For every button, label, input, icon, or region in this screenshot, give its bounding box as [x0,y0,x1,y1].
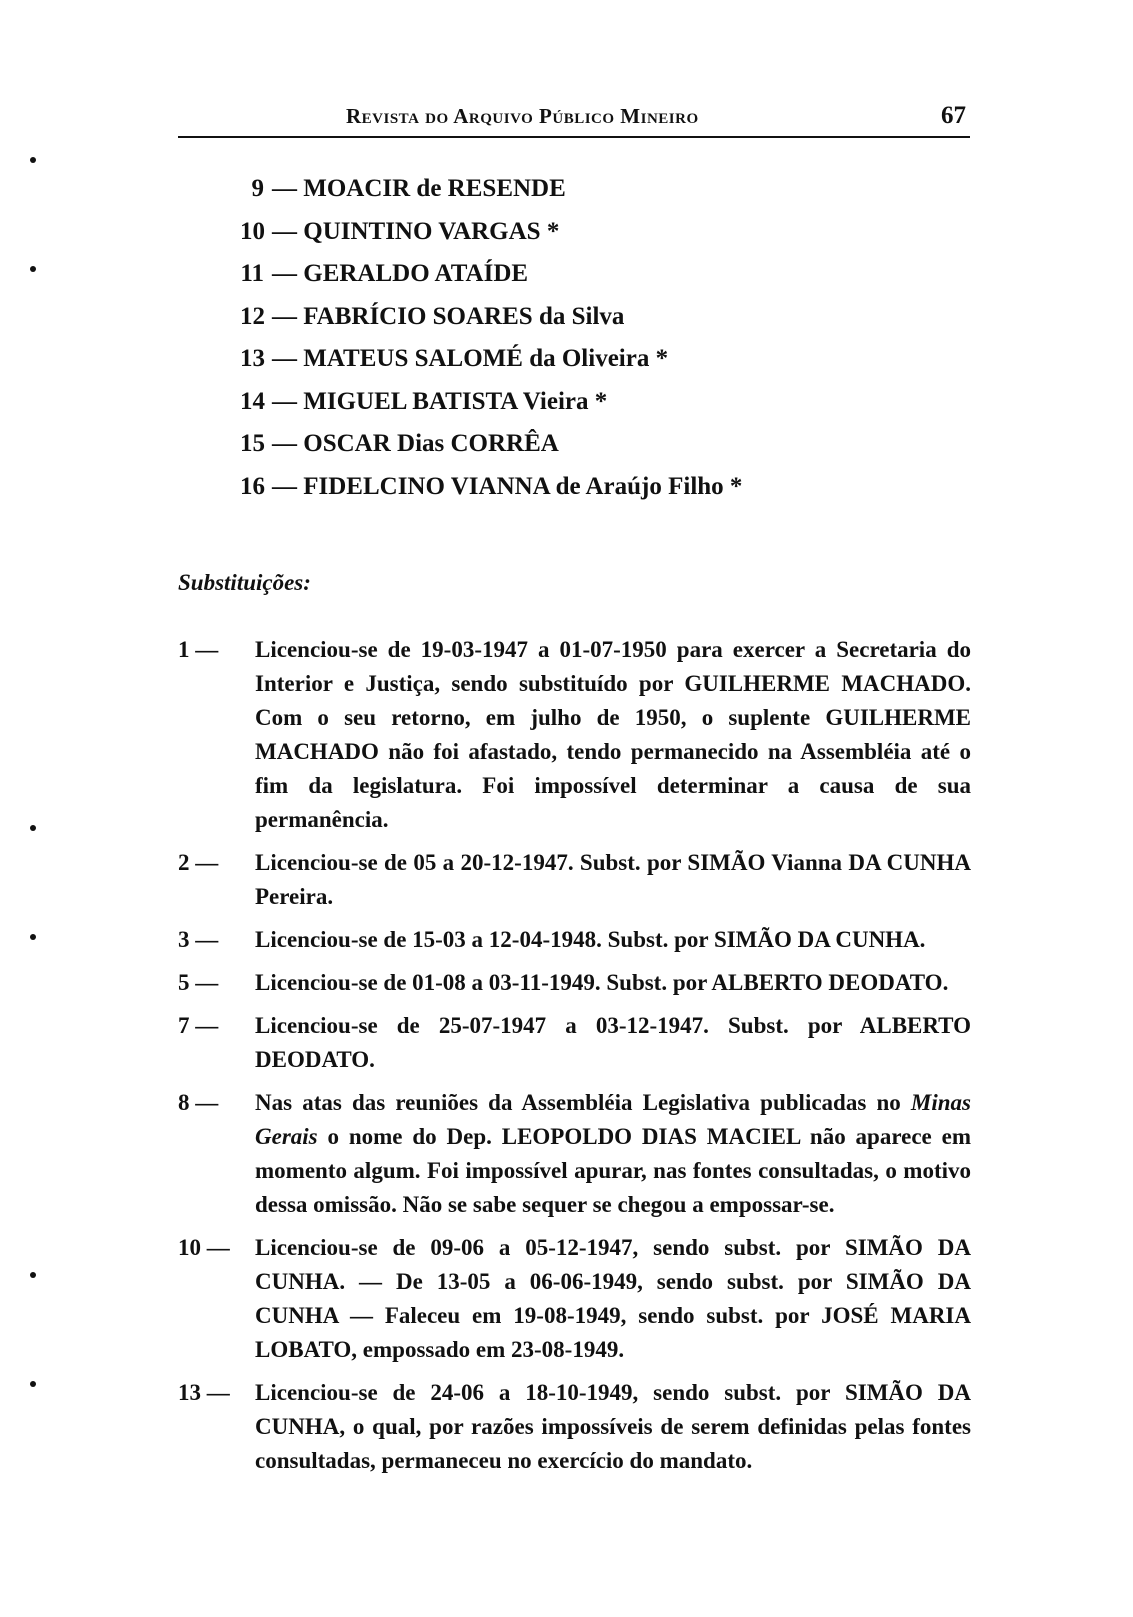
note-item [178,633,971,837]
item-text: — GERALDO ATAÍDE [272,260,529,287]
note-number: 10 — [178,1235,230,1260]
note-number: 3 — [178,927,219,952]
item-text: — MIGUEL BATISTA Vieira * [272,387,608,415]
note-item [178,1376,971,1478]
binder-hole-mark [30,934,36,940]
item-text: — MOACIR de RESENDE [272,175,566,202]
item-text: — MATEUS SALOMÉ da Oliveira * [272,345,669,372]
newspaper-title: Minas Gerais [255,1090,971,1149]
note-item [178,966,971,1000]
note-text: Licenciou-se de 01-08 a 03-11-1949. Subst. por ALBERTO DEODATO. [255,970,949,995]
list-item [240,423,742,466]
note-number: 8 — [178,1090,219,1115]
note-text: Licenciou-se de 05 a 20-12-1947. Subst. por SIMÃO Vianna DA CUNHA Pereira. [255,850,971,909]
binder-hole-mark [30,825,36,831]
note-item [178,1086,971,1222]
note-text: Licenciou-se de 09-06 a 05-12-1947, sendo subst. por SIMÃO DA CUNHA. — De 13-05 a 06-06-1949, sendo subst. por SIMÃO DA CUNHA — Faleceu em 19-08-1949, sendo subst. por JOSÉ MARIA LOBATO, empossado em 23-08-1949. [255,1235,971,1362]
note-number: 13 — [178,1380,230,1405]
note-number: 1 — [178,637,219,662]
binder-hole-mark [30,266,36,272]
note-text: Licenciou-se de 15-03 a 12-04-1948. Subst. por SIMÃO DA CUNHA. [255,927,926,952]
list-item [240,338,742,381]
note-number: 7 — [178,1013,219,1038]
note-text: Licenciou-se de 25-07-1947 a 03-12-1947. Subst. por ALBERTO DEODATO. [255,1013,971,1072]
note-text-before: Nas atas das reuniões da Assembléia Legislativa publicadas no [255,1090,911,1115]
list-item [240,211,742,254]
note-item [178,1009,971,1077]
list-item [240,466,742,509]
page-number: 67 [941,102,966,129]
note-item [178,846,971,914]
journal-title: Revista do Arquivo Público Mineiro [346,104,699,128]
item-number: 13 [240,345,265,372]
binder-hole-mark [30,1272,36,1278]
note-text: Licenciou-se de 24-06 a 18-10-1949, sendo subst. por SIMÃO DA CUNHA, o qual, por razões impossíveis de serem definidas pelas fontes consultadas, permaneceu no exercício do mandato. [255,1380,971,1473]
note-item [178,923,971,957]
item-number: 14 [240,387,265,415]
item-text: — QUINTINO VARGAS * [272,217,560,245]
list-item [240,296,742,339]
deputies-list [240,168,742,508]
note-number: 2 — [178,850,219,875]
binder-hole-mark [30,1381,36,1387]
running-header [178,100,970,138]
note-item [178,1231,971,1367]
item-number: 15 [240,430,265,457]
note-text: Licenciou-se de 19-03-1947 a 01-07-1950 para exercer a Secretaria do Interior e Justiça, sendo substituído por GUILHERME MACHADO. Com o seu retorno, em julho de 1950, o suplente GUILHERME MACHADO não foi afastado, tendo permanecido na Assembléia até o fim da legislatura. Foi impossível determinar a causa de sua permanência. [255,637,971,832]
note-number: 5 — [178,970,219,995]
note-text-after: o nome do Dep. LEOPOLDO DIAS MACIEL não aparece em momento algum. Foi impossível apurar, nas fontes consultadas, o motivo dessa omissão. Não se sabe sequer se chegou a empossar-se. [255,1124,971,1217]
list-item [240,381,742,424]
binder-hole-mark [30,157,36,163]
item-number: 12 [240,302,265,330]
item-number: 11 [240,260,264,287]
item-text: — FABRÍCIO SOARES da Silva [272,302,625,330]
list-item [240,253,742,296]
section-heading: Substituições: [178,570,311,595]
item-number: 9 [251,175,264,202]
item-text: — FIDELCINO VIANNA de Araújo Filho * [272,472,743,500]
list-item [240,168,742,211]
item-number: 16 [240,472,265,500]
item-number: 10 [240,217,265,245]
item-text: — OSCAR Dias CORRÊA [272,430,559,457]
substitution-notes [178,633,971,1487]
